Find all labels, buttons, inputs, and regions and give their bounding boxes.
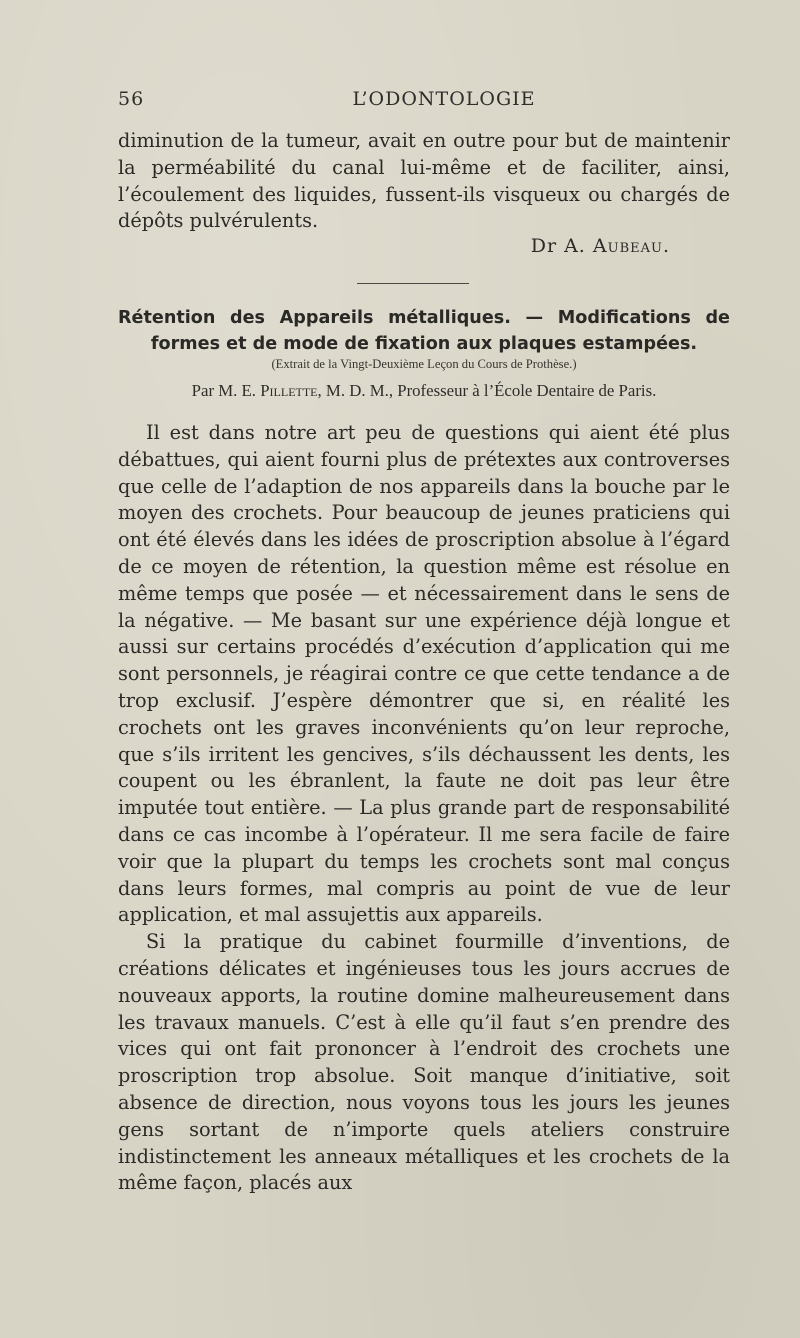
article-title [118,305,730,357]
signature-prefix: Dr A. [530,235,586,257]
author-signature [118,235,730,257]
extract-note: (Extrait de la Vingt-Deuxième Leçon du Cours de Prothèse.) [271,357,577,371]
byline-author: Pillette [260,381,318,400]
byline-suffix: , M. D. M., Professeur à l’École Dentaire de Paris. [317,381,657,400]
byline-prefix: Par M. E. [191,381,256,400]
byline [118,381,730,401]
article-paragraph-1: Il est dans notre art peu de questions qui aient été plus débattues, qui aient fourni plus de prétextes aux controverses que celle de l’adaption de nos appareils dans la bouche par le moyen des crochets. Pour beaucoup de jeunes praticiens qui ont été élevés dans les idées de proscription absolue à l’égard de ce moyen de rétention, la question même est résolue en même temps que posée — et nécessairement dans le sens de la négative. — Me basant sur une expérience déjà longue et aussi sur certains procédés d’exécution d’application qui me sont personnels, je réagirai contre ce que cette tendance a de trop exclusif. J’espère démontrer que si, en réalité les crochets ont les graves inconvénients qu’on leur reproche, que s’ils irritent les gencives, s’ils déchaussent les dents, les coupent ou les ébranlent, la faute ne doit pas leur être imputée tout entière. — La plus grande part de responsabilité dans ce cas incombe à l’opérateur. Il me sera facile de faire voir que la plupart du temps les crochets sont mal conçus dans leurs formes, mal compris au point de vue de leur application, et mal assujettis aux appareils. [118,421,730,927]
article-title-line-2: formes et de mode de fixation aux plaques estampées. [150,334,698,354]
page-number: 56 [118,88,145,110]
signature-name: Aubeau. [592,235,670,257]
running-head [118,88,730,116]
article-paragraph-2: Si la pratique du cabinet fourmille d’inventions, de créations délicates et ingénieuses tous les jours accrues de nouveaux apports, la routine domine malheureusement dans les travaux manuels. C’est à elle qu’il faut s’en prendre des vices qui ont fait prononcer à l’endroit des crochets une proscription trop absolue. Soit manque d’initiative, soit absence de direction, nous voyons tous les jours les jeunes gens sortant de n’importe quels ateliers construire indistinctement les anneaux métalliques et les crochets de la même façon, placés aux [118,930,730,1195]
previous-article-tail [118,128,730,235]
article-title-line-1: Rétention des Appareils métalliques. — Modifications de [118,308,730,328]
article-body [118,420,730,1197]
tail-paragraph: diminution de la tumeur, avait en outre pour but de maintenir la perméabilité du canal lui-même et de faciliter, ainsi, l’écoulement des liquides, fussent-ils visqueux ou chargés de dépôts pulvérulents. [118,129,730,233]
section-divider [357,283,469,284]
journal-title: L’ODONTOLOGIE [352,88,536,110]
